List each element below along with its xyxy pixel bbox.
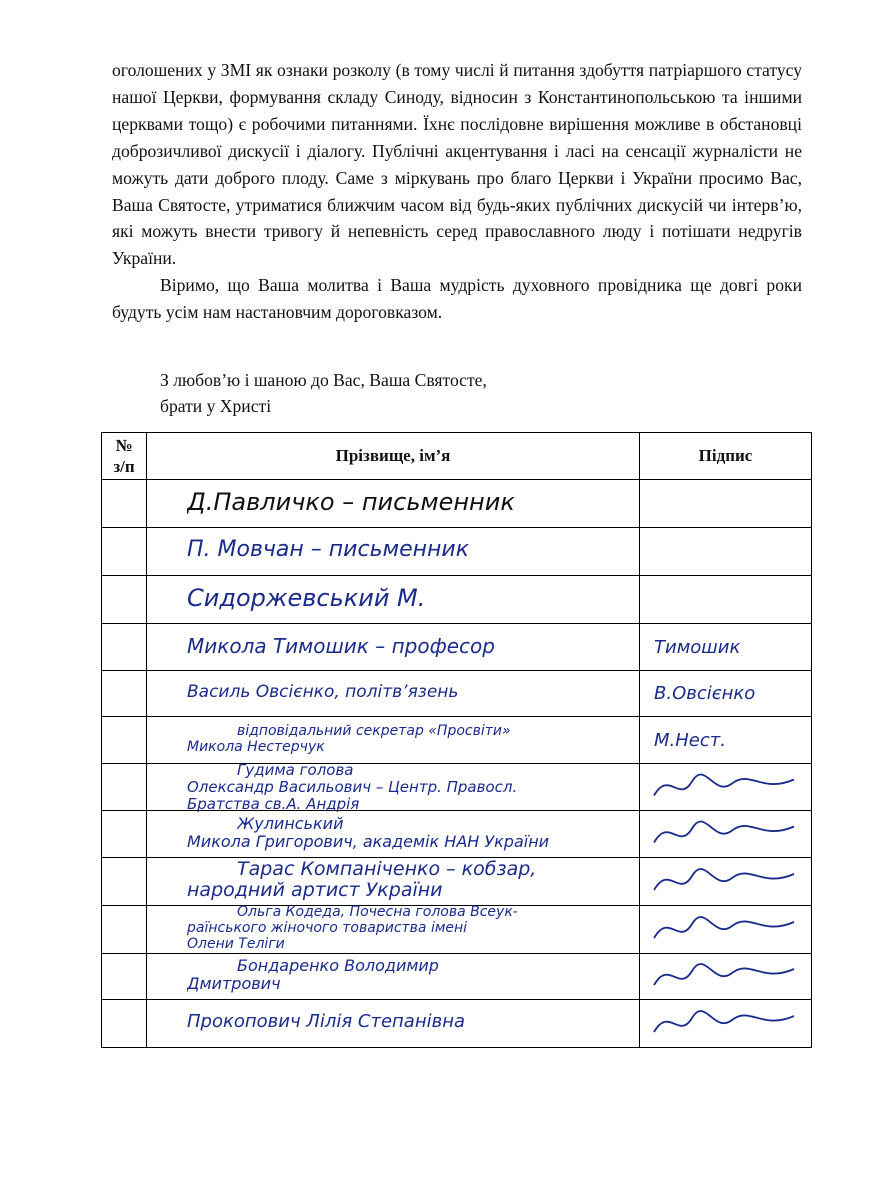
row-number-cell — [102, 1000, 147, 1048]
row-name-cell — [147, 858, 640, 906]
handwritten-name: відповідальний секретар «Просвіти» — [237, 722, 511, 739]
row-signature-cell — [640, 811, 812, 858]
handwritten-signature: Тимошик — [654, 636, 741, 658]
row-number-cell — [102, 480, 147, 528]
row-name-cell — [147, 671, 640, 717]
row-name-cell — [147, 528, 640, 576]
signature-scribble — [644, 954, 804, 1000]
handwritten-name: Тарас Компаніченко – кобзар, — [237, 859, 537, 880]
row-signature-cell — [640, 1000, 812, 1048]
paragraph-2: Віримо, що Ваша молитва і Ваша мудрість духовного провідника ще довгі роки будуть усім нам настановчим дороговказом. — [112, 275, 802, 323]
signature-stroke — [654, 917, 794, 938]
row-name-cell — [147, 480, 640, 528]
row-name-cell — [147, 954, 640, 1000]
handwritten-name: Сидоржевський М. — [187, 585, 426, 611]
signature-scribble — [644, 906, 804, 954]
row-signature-cell — [640, 858, 812, 906]
handwritten-name: Олени Теліги — [187, 936, 285, 952]
signature-stroke — [654, 869, 794, 890]
row-number-cell — [102, 954, 147, 1000]
row-signature-cell — [640, 480, 812, 528]
closing-line-1: З любов’ю і шаною до Вас, Ваша Святосте, — [160, 370, 487, 390]
signature-scribble — [644, 764, 804, 811]
table-row — [102, 858, 812, 906]
table-row — [102, 624, 812, 671]
row-signature-cell — [640, 906, 812, 954]
signature-stroke — [654, 1011, 794, 1032]
table-row — [102, 954, 812, 1000]
table-row — [102, 528, 812, 576]
table-row — [102, 480, 812, 528]
row-number-cell — [102, 671, 147, 717]
handwritten-signature: М.Нест. — [654, 729, 726, 751]
table-row — [102, 671, 812, 717]
handwritten-name: Олександр Васильович – Центр. Правосл. — [187, 779, 518, 796]
row-signature-cell — [640, 576, 812, 624]
handwritten-name: Братства св.А. Андрія — [187, 796, 360, 813]
row-name-cell — [147, 1000, 640, 1048]
row-signature-cell — [640, 624, 812, 671]
row-signature-cell — [640, 671, 812, 717]
handwritten-name: Микола Григорович, академік НАН України — [187, 832, 550, 851]
letter-body — [112, 57, 802, 326]
signature-stroke — [654, 821, 794, 842]
handwritten-name: Бондаренко Володимир — [237, 957, 439, 975]
table-row — [102, 1000, 812, 1048]
header-number — [102, 433, 147, 480]
row-signature-cell — [640, 717, 812, 764]
handwritten-name: раїнського жіночого товариства імені — [187, 920, 468, 936]
header-name: Прізвище, ім’я — [147, 433, 640, 480]
row-name-cell — [147, 906, 640, 954]
row-number-cell — [102, 764, 147, 811]
row-name-cell — [147, 624, 640, 671]
handwritten-name: Микола Тимошик – професор — [187, 634, 495, 657]
signature-table — [101, 432, 812, 1048]
row-number-cell — [102, 717, 147, 764]
row-name-cell — [147, 576, 640, 624]
table-row — [102, 906, 812, 954]
closing-line-2: брати у Христі — [160, 396, 272, 416]
row-signature-cell — [640, 954, 812, 1000]
row-name-cell — [147, 764, 640, 811]
row-number-cell — [102, 576, 147, 624]
row-number-cell — [102, 858, 147, 906]
handwritten-name: Микола Нестерчук — [187, 738, 325, 755]
row-name-cell — [147, 811, 640, 858]
row-number-cell — [102, 528, 147, 576]
row-number-cell — [102, 811, 147, 858]
handwritten-name: П. Мовчан – письменник — [187, 538, 470, 562]
signature-stroke — [654, 964, 794, 985]
handwritten-name: Гудима голова — [237, 762, 354, 779]
row-number-cell — [102, 906, 147, 954]
header-number-symbol: № — [115, 436, 133, 455]
table-row — [102, 811, 812, 858]
handwritten-name: народний артист України — [187, 880, 443, 901]
handwritten-name: Дмитрович — [187, 975, 281, 993]
closing-block — [160, 367, 487, 419]
handwritten-signature: В.Овсієнко — [654, 683, 756, 704]
row-name-cell — [147, 717, 640, 764]
handwritten-name: Жулинський — [237, 814, 344, 833]
signature-scribble — [644, 858, 804, 906]
handwritten-name: Прокопович Лілія Степанівна — [187, 1012, 465, 1032]
table-row — [102, 717, 812, 764]
handwritten-name: Василь Овсієнко, політв’язень — [187, 682, 459, 702]
header-signature: Підпис — [640, 433, 812, 480]
handwritten-name: Д.Павличко – письменник — [187, 489, 515, 515]
signature-scribble — [644, 1000, 804, 1048]
paragraph-1: оголошених у ЗМІ як ознаки розколу (в тому числі й питання здобуття патріаршого статусу нашої Церкви, формування складу Синоду, відносин з Константинопольською та іншими церквами тощо) є робочими питаннями. Їхнє послідовне вирішення можливе в обстановці доброзичливої дискусії і діалогу. Публічні акцентування і ласі на сенсації журналісти не можуть дати доброго плоду. Саме з міркувань про благо Церкви і України просимо Вас, Ваша Святосте, утриматися ближчим часом від будь-яких публічних дискусій чи інтерв’ю, які можуть внести тривогу й непевність серед православного люду і потішати недругів України. — [112, 60, 802, 269]
table-row — [102, 576, 812, 624]
signature-scribble — [644, 811, 804, 858]
handwritten-name: Ольга Кодеда, Почесна голова Всеук- — [237, 904, 518, 920]
row-signature-cell — [640, 528, 812, 576]
signature-stroke — [654, 774, 794, 795]
header-number-abbrev: з/п — [113, 457, 135, 476]
table-row — [102, 764, 812, 811]
row-signature-cell — [640, 764, 812, 811]
signature-rows — [102, 480, 812, 1048]
row-number-cell — [102, 624, 147, 671]
